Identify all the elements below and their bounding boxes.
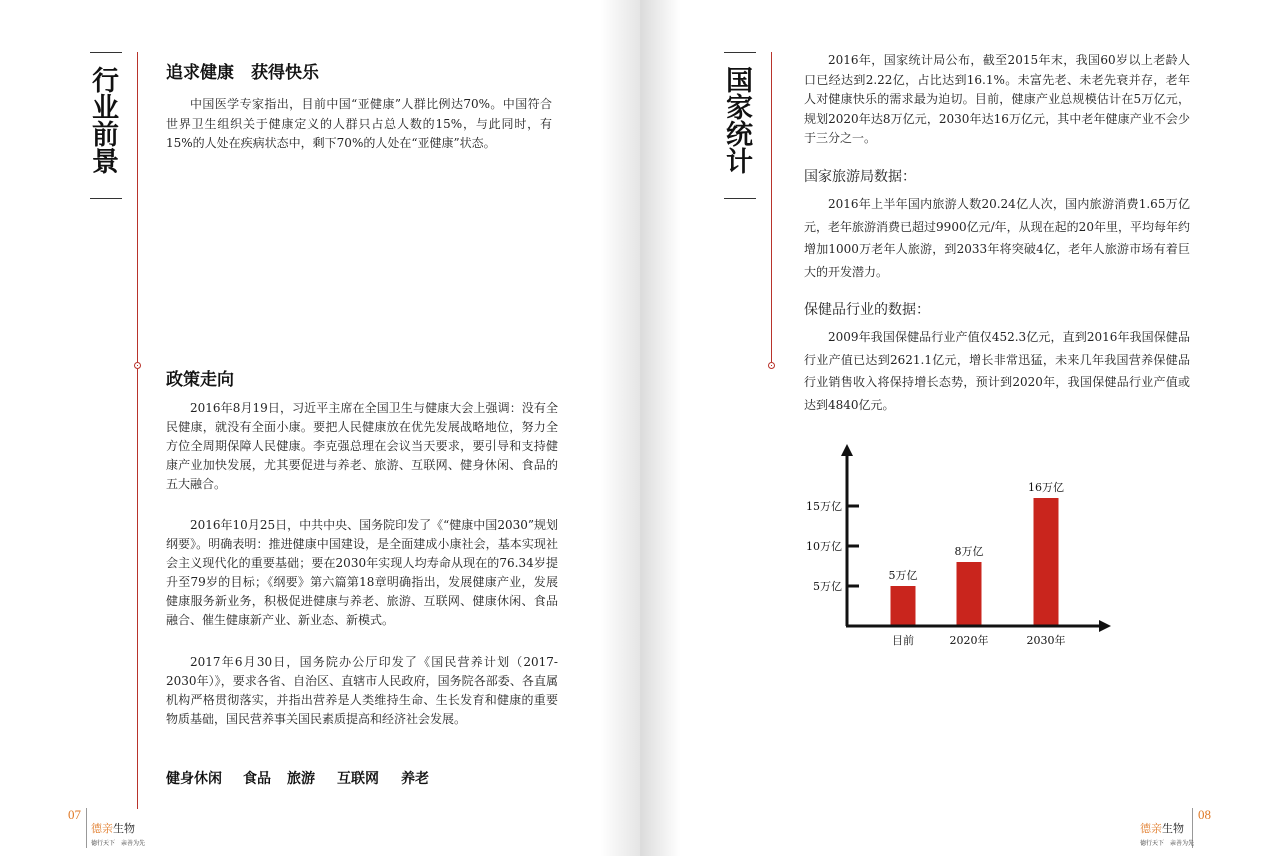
paragraph-policy-2: 2016年10月25日，中共中央、国务院印发了《“健康中国2030”规划纲要》。明确表明：推进健康中国建设，是全面建成小康社会，基本实现社会主义现代化的重要基础；要在2030年实现人均寿命从现在的76.34岁提升至79岁的目标；《纲要》第六篇第18章明确指出，发展健康产业，发展健康服务新业务，积极促进健康与养老、旅游、互联网、健康休闲、食品融合、催生健康新产业、新业态、新模式。	[166, 518, 558, 627]
section-title-char: 国	[726, 66, 753, 97]
section-title-char: 家	[726, 93, 753, 124]
x-category-label: 目前	[892, 634, 914, 647]
footer-divider	[86, 808, 87, 848]
title-rule-bottom	[724, 198, 756, 199]
gutter-shadow	[640, 0, 680, 856]
keyword: 旅游	[287, 771, 315, 787]
y-axis-arrow	[841, 444, 853, 456]
bar-value-label: 16万亿	[1028, 481, 1064, 494]
title-rule-top	[90, 52, 122, 53]
keyword: 健身休闲	[166, 771, 222, 787]
page-number: 07	[68, 807, 81, 822]
paragraph-health-products: 2009年我国保健品行业产值仅452.3亿元，直到2016年我国保健品行业产值已达到2621.1亿元，增长非常迅猛，未来几年我国营养保健品行业销售收入将保持增长态势，预计到2020年，我国保健品行业产值或达到4840亿元。	[804, 330, 1190, 412]
section-title-char: 计	[726, 147, 753, 178]
margin-red-line	[137, 369, 138, 809]
y-tick-label: 15万亿	[806, 500, 842, 513]
x-category-label: 2030年	[1026, 634, 1066, 647]
bar	[891, 586, 916, 625]
bar	[1034, 498, 1059, 625]
brand-name: 德亲生物	[91, 822, 135, 835]
brand-slogan: 德行天下 亲善为先	[1140, 840, 1195, 847]
chart-labels	[806, 481, 1066, 647]
section-title-vertical	[726, 68, 753, 176]
paragraph-tourism: 2016年上半年国内旅游人数20.24亿人次，国内旅游消费1.65万亿元，老年旅游消费已超过9900亿元/年，从现在起的20年里，平均每年约增加1000万老年人旅游，到2033年将突破4亿，老年人旅游市场有着巨大的开发潜力。	[804, 197, 1190, 279]
y-tick-label: 5万亿	[813, 580, 842, 593]
page-number: 08	[1198, 807, 1211, 822]
industry-scale-bar-chart	[800, 430, 1130, 650]
x-axis-arrow	[1099, 620, 1111, 632]
margin-red-line	[137, 52, 138, 362]
section-title-vertical	[92, 68, 119, 176]
chart-bars	[888, 498, 1059, 625]
brand-name: 德亲生物	[1140, 822, 1184, 835]
margin-red-line	[771, 52, 772, 362]
paragraph-statistics: 2016年，国家统计局公布，截至2015年末，我国60岁以上老龄人口已经达到2.22亿，占比达到16.1%。未富先老、未老先衰并存，老年人对健康快乐的需求最为迫切。目前，健康产业总规模估计在5万亿元，规划2020年达8万亿元，2030年达16万亿元，其中老年健康产业不会少于三分之一。	[804, 53, 1190, 145]
section-title-char: 行	[92, 66, 119, 97]
paragraph-subhealth: 中国医学专家指出，目前中国“亚健康”人群比例达70%。中国符合世界卫生组织关于健康定义的人群只占总人数的15%，与此同时，有15%的人处在疾病状态中，剩下70%的人处在“亚健康”状态。	[166, 97, 552, 150]
right-page	[640, 0, 1280, 856]
heading-health-happiness: 追求健康 获得快乐	[166, 63, 319, 83]
paragraph-policy-3: 2017年6月30日，国务院办公厅印发了《国民营养计划（2017-2030年）》，要求各省、自治区、直辖市人民政府，国务院各部委、各直属机构严格贯彻落实，并指出营养是人类维持生命、生长发育和健康的重要物质基础，国民营养事关国民素质提高和经济社会发展。	[166, 655, 558, 726]
margin-red-dot	[768, 362, 775, 369]
section-title-char: 景	[92, 147, 119, 178]
keyword: 养老	[401, 771, 429, 787]
keyword-list	[166, 768, 429, 788]
brand-logo	[1140, 820, 1194, 847]
brand-slogan: 德行天下 亲善为先	[91, 840, 146, 847]
section-title-char: 前	[92, 120, 119, 151]
title-rule-top	[724, 52, 756, 53]
section-title-char: 业	[92, 93, 119, 124]
paragraph-policy-1: 2016年8月19日，习近平主席在全国卫生与健康大会上强调：没有全民健康，就没有全面小康。要把人民健康放在优先发展战略地位，努力全方位全周期保障人民健康。李克强总理在会议当天要求，要引导和支持健康产业加快发展，尤其要促进与养老、旅游、互联网、健身休闲、食品的五大融合。	[166, 401, 558, 491]
brand-logo	[91, 820, 145, 847]
keyword: 食品	[243, 771, 271, 787]
x-category-label: 2020年	[949, 634, 989, 647]
bar	[957, 562, 982, 625]
heading-policy: 政策走向	[166, 370, 234, 390]
y-tick-label: 10万亿	[806, 540, 842, 553]
gutter-shadow	[600, 0, 640, 856]
subheading-tourism: 国家旅游局数据：	[804, 169, 916, 185]
title-rule-bottom	[90, 198, 122, 199]
margin-red-dot	[134, 362, 141, 369]
section-title-char: 统	[726, 120, 753, 151]
keyword: 互联网	[337, 771, 379, 787]
bar-value-label: 5万亿	[888, 569, 918, 582]
subheading-health-products: 保健品行业的数据：	[804, 302, 930, 318]
bar-value-label: 8万亿	[954, 545, 984, 558]
